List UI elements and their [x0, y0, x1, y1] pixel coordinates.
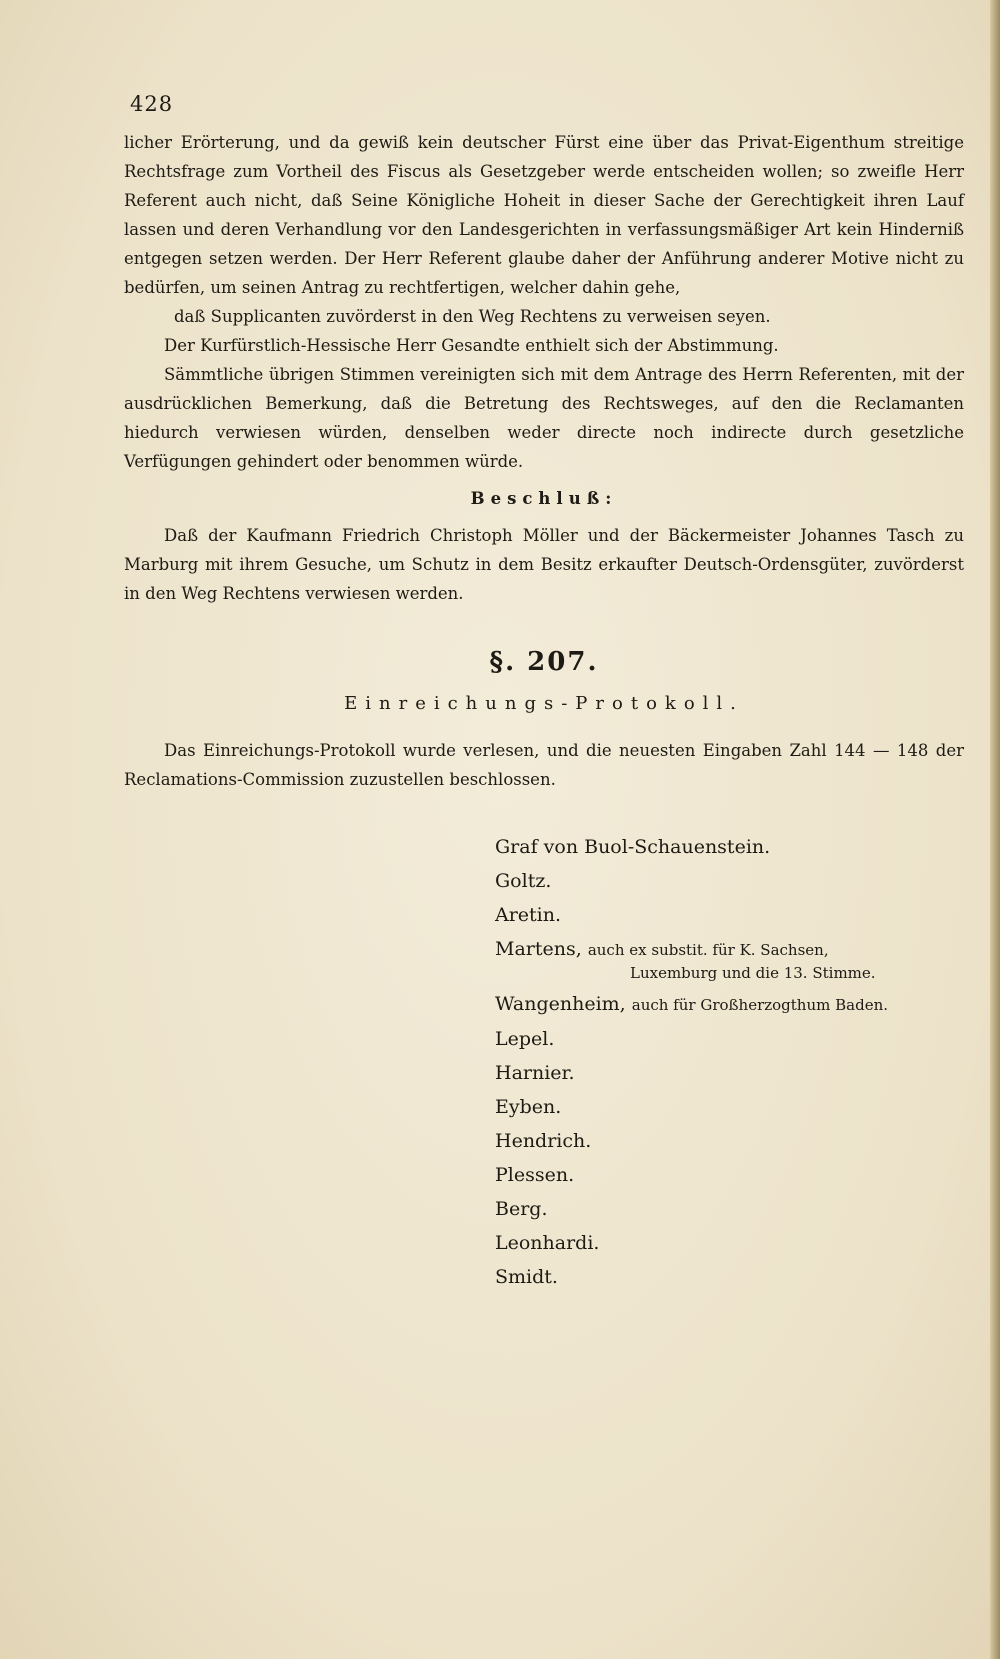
signature-lepel: Lepel. — [495, 1028, 555, 1050]
page-number: 428 — [130, 92, 174, 116]
section-number: §. 207. — [489, 647, 599, 677]
signature-goltz: Goltz. — [495, 870, 552, 892]
page-body — [124, 128, 964, 794]
page-edge — [990, 0, 1000, 1659]
signature-wangenheim-name: Wangenheim, — [495, 993, 626, 1015]
section-title: Einreichungs-Protokoll. — [344, 693, 744, 714]
signature-wangenheim-note: auch für Großherzogthum Baden. — [631, 996, 888, 1014]
signature-martens-name: Martens, — [495, 938, 582, 960]
signature-martens-note-cont: Luxemburg und die 13. Stimme. — [630, 964, 876, 982]
signature-smidt: Smidt. — [495, 1266, 558, 1288]
paragraph-votes: Sämmtliche übrigen Stimmen vereinigten sich mit dem Antrage des Herrn Referenten, mit der ausdrücklichen Bemerkung, daß die Betretung des Rechtsweges, auf den die Reclamanten hiedurch verwiesen würden, denselben weder directe noch indirecte durch gesetzliche Verfügungen gehindert oder benommen würde. — [124, 365, 964, 471]
signature-harnier: Harnier. — [495, 1062, 575, 1084]
signature-aretin: Aretin. — [495, 904, 562, 926]
signature-leonhardi: Leonhardi. — [495, 1232, 600, 1254]
beschluss-heading: Beschluß: — [470, 489, 618, 508]
signature-martens-note: auch ex substit. für K. Sachsen, — [587, 941, 829, 959]
signature-list — [495, 830, 955, 1294]
signature-berg: Berg. — [495, 1198, 548, 1220]
paragraph-continuation: licher Erörterung, und da gewiß kein deutscher Fürst eine über das Privat-Eigenthum streitige Rechtsfrage zum Vortheil des Fiscus als Gesetzgeber werde entscheiden wollen; so zweifle Herr Referent auch nicht, daß Seine Königliche Hoheit in dieser Sache der Gerechtigkeit ihren Lauf lassen und deren Verhandlung vor den Landesgerichten in verfassungsmäßiger Art kein Hinderniß entgegen setzen werden. Der Herr Referent glaube daher der Anführung anderer Motive nicht zu bedürfen, um seinen Antrag zu rechtfertigen, welcher dahin gehe, — [124, 133, 964, 297]
signature-buol: Graf von Buol-Schauenstein. — [495, 836, 771, 858]
beschluss-text: Daß der Kaufmann Friedrich Christoph Möller und der Bäckermeister Johannes Tasch zu Marburg mit ihrem Gesuche, um Schutz in dem Besitz erkaufter Deutsch-Ordensgüter, zuvörderst in den Weg Rechtens verwiesen werden. — [124, 526, 964, 603]
paragraph-motion: daß Supplicanten zuvörderst in den Weg Rechtens zu verweisen seyen. — [174, 307, 771, 326]
section-text: Das Einreichungs-Protokoll wurde verlesen, und die neuesten Eingaben Zahl 144 — 148 der Reclamations-Commission zuzustellen beschlossen. — [124, 741, 964, 789]
signature-plessen: Plessen. — [495, 1164, 575, 1186]
signature-wangenheim — [495, 987, 955, 1022]
paragraph-abstention: Der Kurfürstlich-Hessische Herr Gesandte enthielt sich der Abstimmung. — [164, 336, 779, 355]
signature-hendrich: Hendrich. — [495, 1130, 592, 1152]
signature-eyben: Eyben. — [495, 1096, 562, 1118]
